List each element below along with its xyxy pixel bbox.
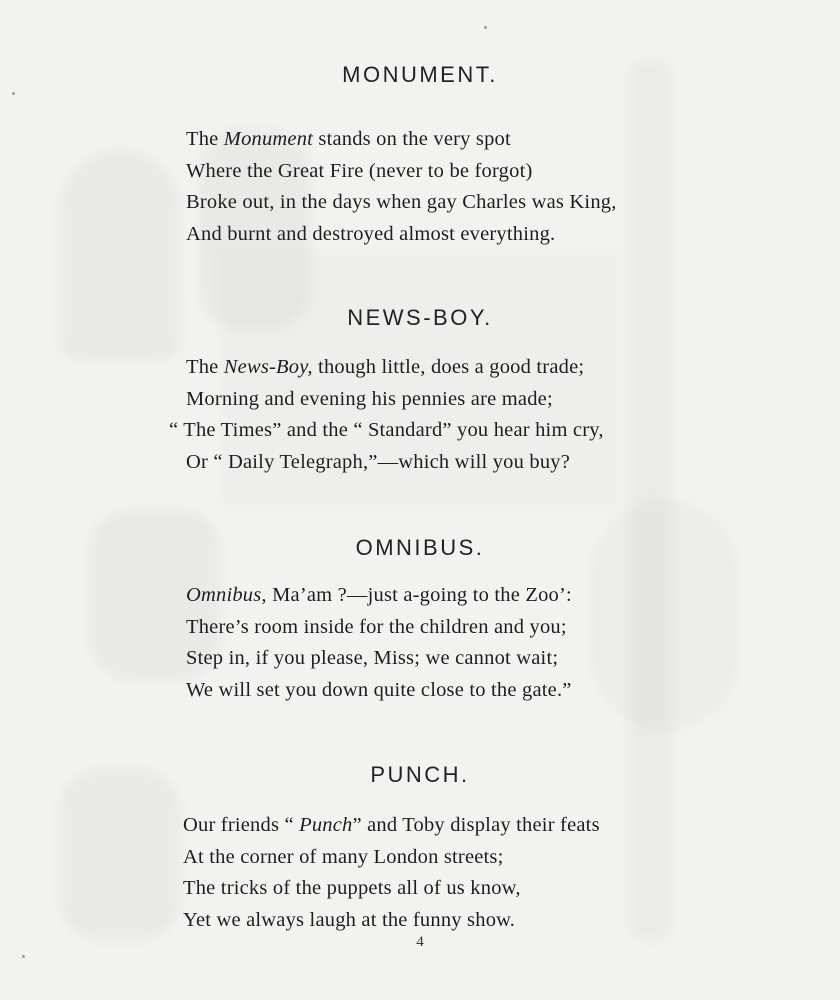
page-number: 4	[416, 934, 424, 950]
verse-line: At the corner of many London streets;	[183, 845, 504, 868]
verse-line: “ The Times” and the “ Standard” you hear him cry,	[169, 419, 604, 441]
section-title: OMNIBUS.	[355, 535, 485, 560]
verse-line: Where the Great Fire (never to be forgot)	[186, 159, 533, 182]
section-title: PUNCH.	[370, 762, 470, 787]
verse-line: There’s room inside for the children and you;	[186, 615, 567, 638]
paper-speck	[22, 955, 25, 958]
verse-line: We will set you down quite close to the gate.”	[186, 678, 572, 701]
verse	[186, 124, 786, 250]
verse-line: The News-Boy, though little, does a good trade;	[186, 356, 585, 378]
verse-line: The tricks of the puppets all of us know,	[183, 877, 521, 899]
verse	[186, 580, 786, 706]
section-title: NEWS-BOY.	[347, 305, 493, 330]
verse	[169, 352, 786, 478]
verse-line: Morning and evening his pennies are made;	[186, 387, 553, 410]
paper-speck	[484, 26, 487, 29]
verse-line: Omnibus, Ma’am ?—just a-going to the Zoo’:	[186, 584, 572, 606]
bleed-through-figure	[60, 770, 180, 940]
verse-line: Broke out, in the days when gay Charles was King,	[186, 191, 617, 213]
verse-line: Or “ Daily Telegraph,”—which will you buy?	[186, 450, 571, 473]
verse-line: Our friends “ Punch” and Toby display their feats	[183, 814, 600, 836]
section-title: MONUMENT.	[342, 62, 498, 87]
verse-line: And burnt and destroyed almost everything.	[186, 222, 556, 245]
verse-line: The Monument stands on the very spot	[186, 128, 511, 150]
paper-speck	[12, 92, 15, 95]
verse-line: Step in, if you please, Miss; we cannot wait;	[186, 647, 559, 669]
verse	[183, 810, 783, 936]
verse-line: Yet we always laugh at the funny show.	[183, 908, 516, 931]
